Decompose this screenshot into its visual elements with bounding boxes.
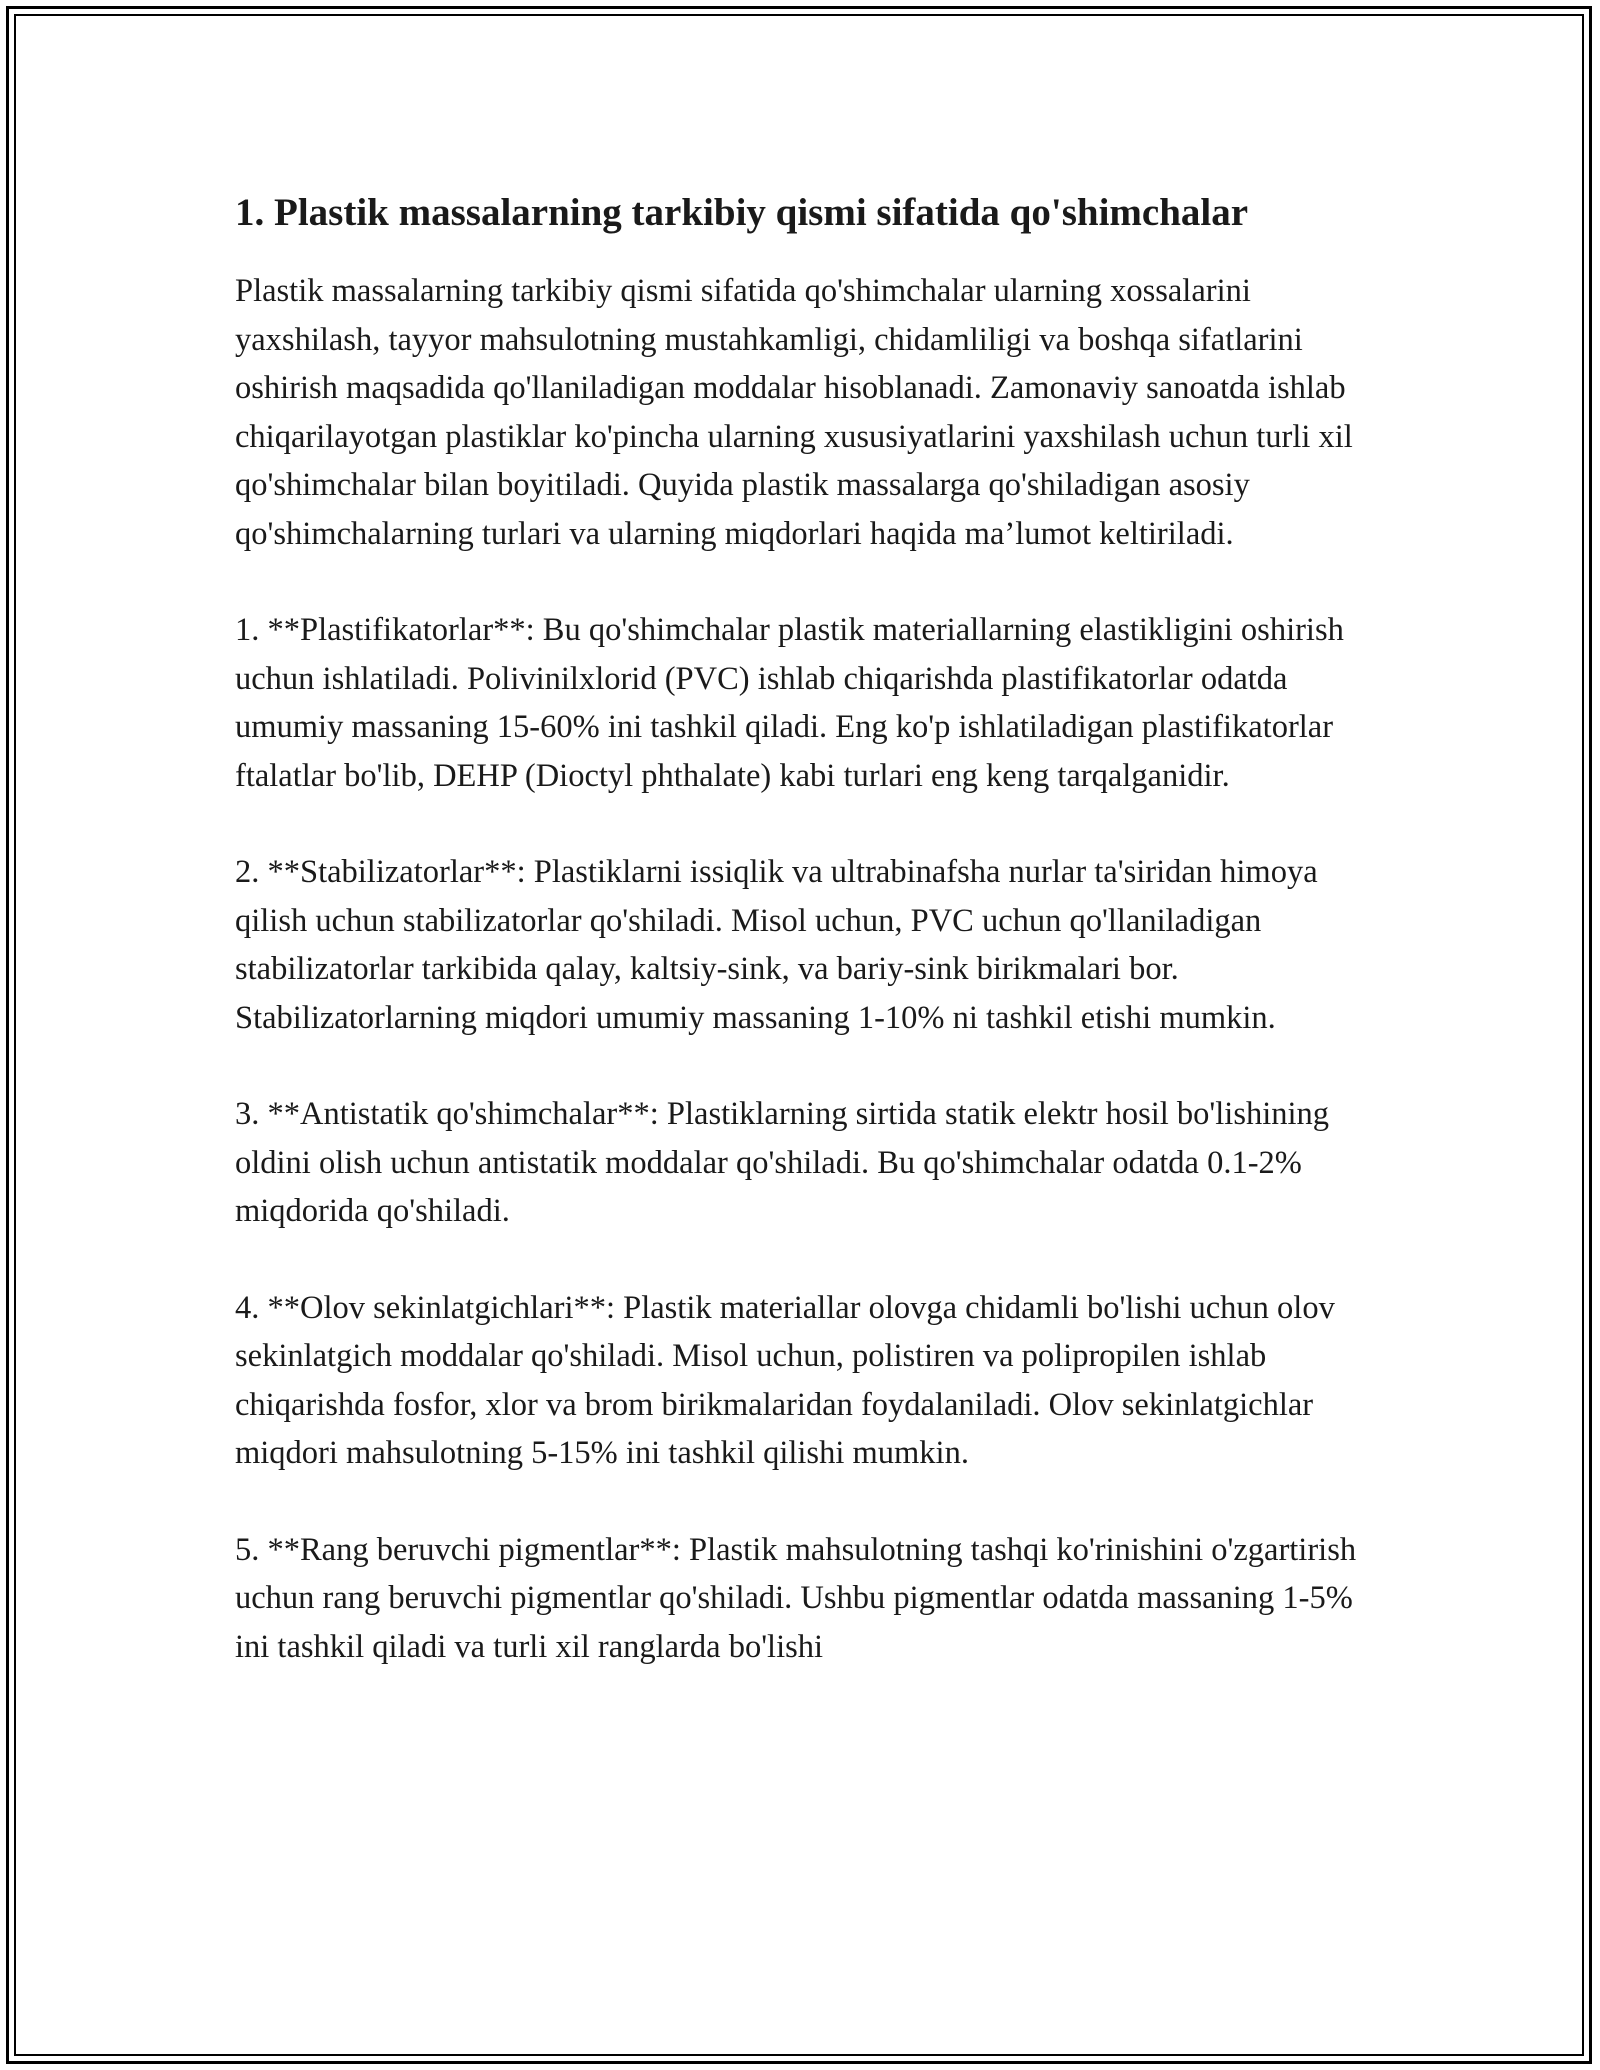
paragraph-intro: Plastik massalarning tarkibiy qismi sifatida qo'shimchalar ularning xossalarini yaxshilash, tayyor mahsulotning mustahkamligi, chidamliligi va boshqa sifatlarini oshirish maqsadida qo'llaniladigan moddalar hisoblanadi. Zamonaviy sanoatda ishlab chiqarilayotgan plastiklar ko'pincha ularning xususiyatlarini yaxshilash uchun turli xil qo'shimchalar bilan boyitiladi. Quyida plastik massalarga qo'shiladigan asosiy qo'shimchalarning turlari va ularning miqdorlari haqida ma’lumot keltiriladi. bbox=[235, 273, 1353, 552]
paragraph-rang-pigmentlar: 5. **Rang beruvchi pigmentlar**: Plastik mahsulotning tashqi ko'rinishini o'zgartirish uchun rang beruvchi pigmentlar qo'shiladi. Ushbu pigmentlar odatda massaning 1-5% ini tashkil qiladi va turli xil ranglarda bo'lishi bbox=[235, 1531, 1357, 1665]
paragraph-plastifikatorlar: 1. **Plastifikatorlar**: Bu qo'shimchalar plastik materiallarning elastikligini oshirish uchun ishlatiladi. Polivinilxlorid (PVC) ishlab chiqarishda plastifikatorlar odatda umumiy massaning 15-60% ini tashkil qiladi. Eng ko'p ishlatiladigan plastifikatorlar ftalatlar bo'lib, DEHP (Dioctyl phthalate) kabi turlari eng keng tarqalganidir. bbox=[235, 612, 1344, 794]
paragraph-stabilizatorlar: 2. **Stabilizatorlar**: Plastiklarni issiqlik va ultrabinafsha nurlar ta'siridan himoya qilish uchun stabilizatorlar qo'shiladi. Misol uchun, PVC uchun qo'llaniladigan stabilizatorlar tarkibida qalay, kaltsiy-sink, va bariy-sink birikmalari bor. Stabilizatorlarning miqdori umumiy massaning 1-10% ni tashkil etishi mumkin. bbox=[235, 854, 1318, 1036]
paragraph-antistatik: 3. **Antistatik qo'shimchalar**: Plastiklarning sirtida statik elektr hosil bo'lishining oldini olish uchun antistatik moddalar qo'shiladi. Bu qo'shimchalar odatda 0.1-2% miqdorida qo'shiladi. bbox=[235, 1096, 1330, 1229]
paragraph-olov-sekinlatgichlari: 4. **Olov sekinlatgichlari**: Plastik materiallar olovga chidamli bo'lishi uchun olov sekinlatgich moddalar qo'shiladi. Misol uchun, polistiren va polipropilen ishlab chiqarishda fosfor, xlor va brom birikmalaridan foydalaniladi. Olov sekinlatgichlar miqdori mahsulotning 5-15% ini tashkil qilishi mumkin. bbox=[235, 1289, 1335, 1471]
document-body bbox=[235, 185, 1365, 1719]
document-title: 1. Plastik massalarning tarkibiy qismi sifatida qo'shimchalar bbox=[235, 191, 1249, 234]
